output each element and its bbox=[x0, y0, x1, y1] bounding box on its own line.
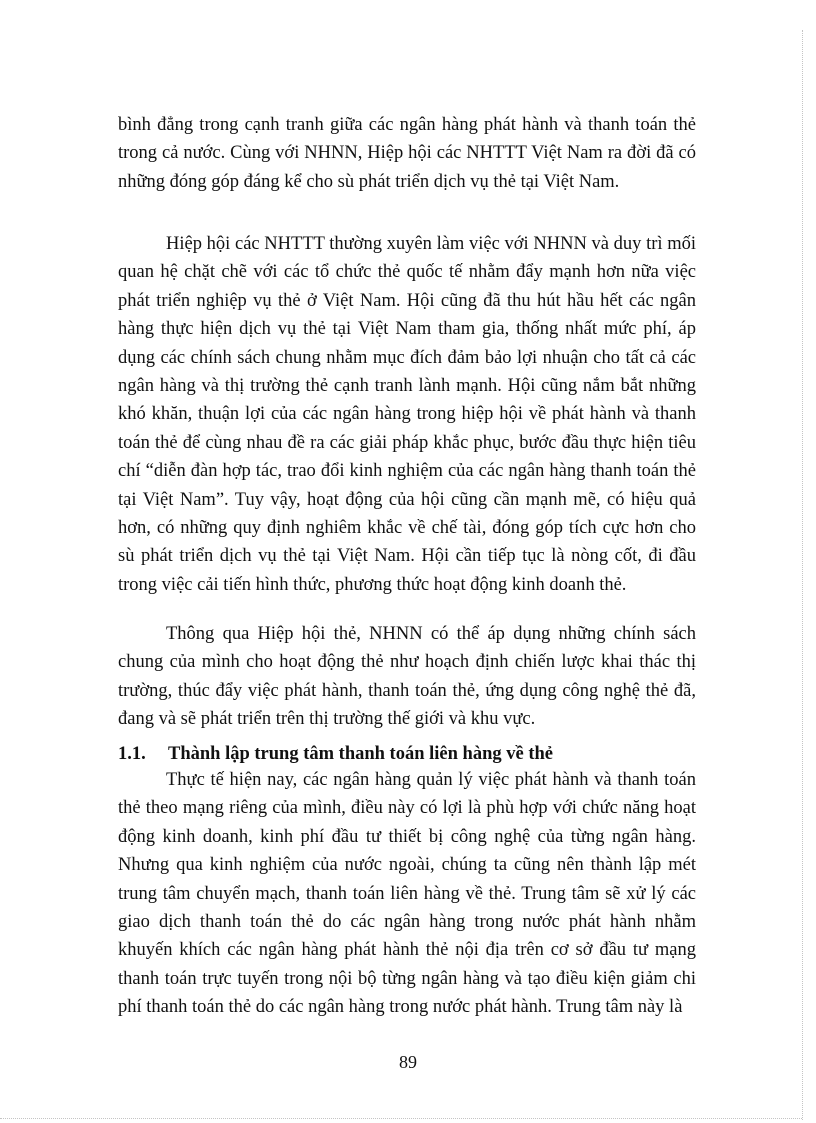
paragraph-card-association-policy bbox=[118, 620, 696, 734]
section-heading bbox=[118, 740, 696, 768]
section-title: Thành lập trung tâm thanh toán liên hàng về thẻ bbox=[168, 744, 553, 764]
page-border-right bbox=[802, 30, 803, 1120]
page-border-bottom bbox=[0, 1118, 802, 1119]
paragraph-association-role bbox=[118, 230, 696, 599]
paragraph-continuation bbox=[118, 111, 696, 196]
paragraph-text: Thực tế hiện nay, các ngân hàng quản lý việc phát hành và thanh toán thẻ theo mạng riêng của mình, điều này có lợi là phù hợp với chức năng hoạt động kinh doanh, kinh phí đầu tư thiết bị công nghệ của từng ngân hàng. Nhưng qua kinh nghiệm của nước ngoài, chúng ta cũng nên thành lập mét trung tâm chuyển mạch, thanh toán liên hàng về thẻ. Trung tâm sẽ xử lý các giao dịch thanh toán thẻ do các ngân hàng trong nước phát hành nhằm khuyến khích các ngân hàng phát hành thẻ nội địa trên cơ sở đầu tư mạng thanh toán trực tuyến trong nội bộ từng ngân hàng và tạo điều kiện giảm chi phí thanh toán thẻ do các ngân hàng trong nước phát hành. Trung tâm này là bbox=[118, 770, 696, 1018]
paragraph-text: bình đẳng trong cạnh tranh giữa các ngân hàng phát hành và thanh toán thẻ trong cả nước. Cùng với NHNN, Hiệp hội các NHTTT Việt Nam ra đời đã có những đóng góp đáng kể cho sù phát triển dịch vụ thẻ tại Việt Nam. bbox=[118, 115, 696, 192]
paragraph-clearing-center bbox=[118, 766, 696, 1022]
paragraph-text: Thông qua Hiệp hội thẻ, NHNN có thể áp dụng những chính sách chung của mình cho hoạt động thẻ như hoạch định chiến lược khai thác thị trường, thúc đẩy việc phát hành, thanh toán thẻ, ứng dụng công nghệ thẻ đã, đang và sẽ phát triển trên thị trường thế giới và khu vực. bbox=[118, 624, 696, 730]
page-number: 89 bbox=[399, 1052, 417, 1072]
paragraph-text: Hiệp hội các NHTTT thường xuyên làm việc với NHNN và duy trì mối quan hệ chặt chẽ với các tổ chức thẻ quốc tế nhằm đẩy mạnh hơn nữa việc phát triển nghiệp vụ thẻ ở Việt Nam. Hội cũng đã thu hút hầu hết các ngân hàng thực hiện dịch vụ thẻ tại Việt Nam tham gia, thống nhất mức phí, áp dụng các chính sách chung nhằm mục đích đảm bảo lợi nhuận cho tất cả các ngân hàng và thị trường thẻ cạnh tranh lành mạnh. Hội cũng nắm bắt những khó khăn, thuận lợi của các ngân hàng trong hiệp hội về phát hành và thanh toán thẻ để cùng nhau đề ra các giải pháp khắc phục, bước đầu thực hiện tiêu chí “diễn đàn hợp tác, trao đổi kinh nghiệm của các ngân hàng thanh toán thẻ tại Việt Nam”. Tuy vậy, hoạt động của hội cũng cần mạnh mẽ, có hiệu quả hơn, có những quy định nghiêm khắc về chế tài, đóng góp tích cực hơn cho sù phát triển dịch vụ thẻ tại Việt Nam. Hội cần tiếp tục là nòng cốt, đi đầu trong việc cải tiến hình thức, phương thức hoạt động kinh doanh thẻ. bbox=[118, 234, 696, 595]
section-number: 1.1. bbox=[118, 744, 146, 764]
